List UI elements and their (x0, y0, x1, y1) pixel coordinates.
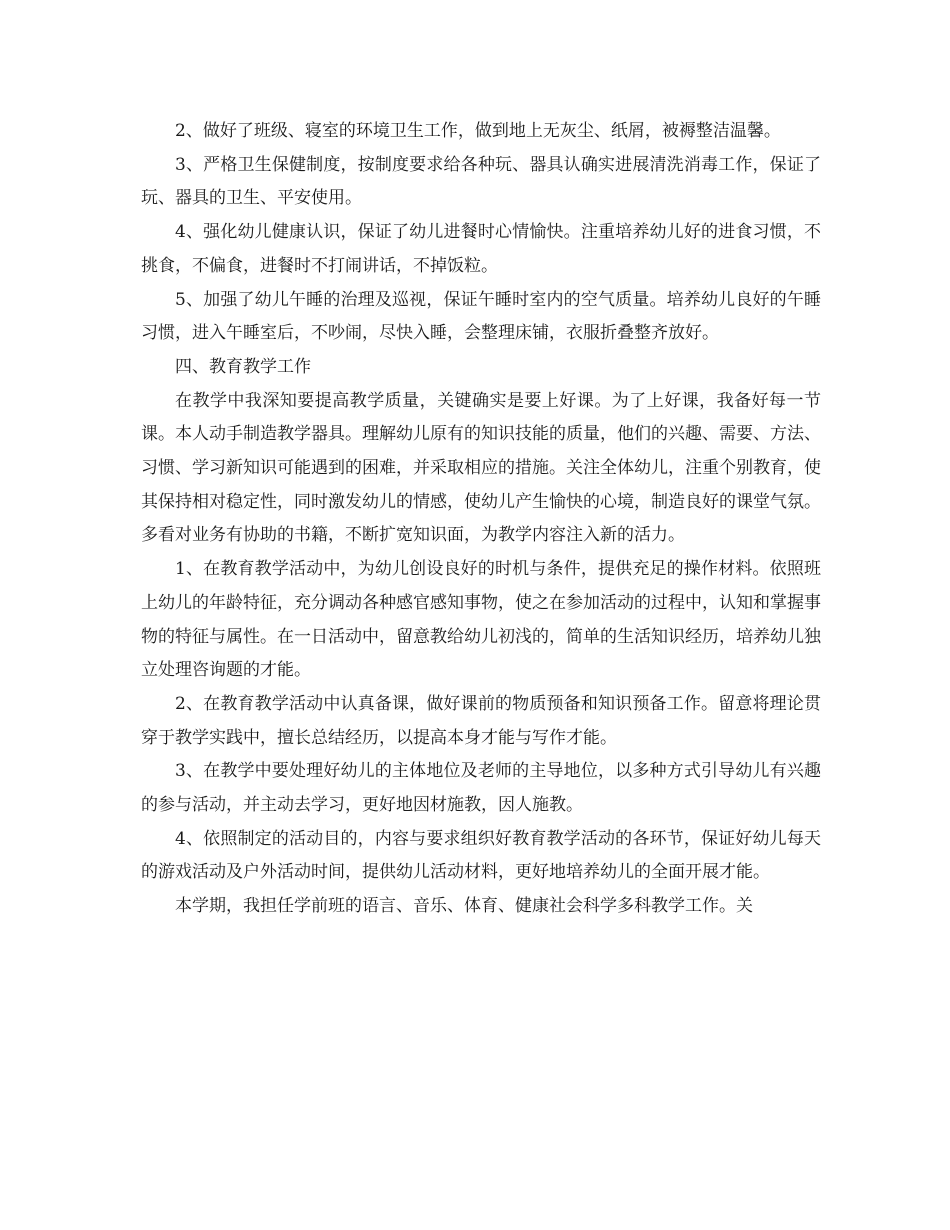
paragraph-teaching-item-2: 2、在教育教学活动中认真备课，做好课前的物质预备和知识预备工作。留意将理论贯穿于教学实践中，擅长总结经历，以提高本身才能与写作才能。 (141, 693, 821, 748)
paragraph-teaching-item-4: 4、依照制定的活动目的，内容与要求组织好教育教学活动的各环节，保证好幼儿每天的游戏活动及户外活动时间，提供幼儿活动材料，更好地培养幼儿的全面开展才能。 (141, 828, 821, 883)
document-body (141, 115, 821, 924)
section-heading-teaching: 四、教育教学工作 (175, 356, 311, 377)
paragraph-teaching-quality: 在教学中我深知要提高教学质量，关键确实是要上好课。为了上好课，我备好每一节课。本人动手制造教学器具。理解幼儿原有的知识技能的质量，他们的兴趣、需要、方法、习惯、学习新知识可能遇到的困难，并采取相应的措施。关注全体幼儿，注重个别教育，使其保持相对稳定性，同时激发幼儿的情感，使幼儿产生愉快的心境，制造良好的课堂气氛。多看对业务有协助的书籍，不断扩宽知识面，为教学内容注入新的活力。 (141, 390, 821, 546)
paragraph-nap-management: 5、加强了幼儿午睡的治理及巡视，保证午睡时室内的空气质量。培养幼儿良好的午睡习惯，进入午睡室后，不吵闹，尽快入睡，会整理床铺，衣服折叠整齐放好。 (141, 289, 821, 344)
paragraph-hygiene-system: 3、严格卫生保健制度，按制度要求给各种玩、器具认确实进展清洗消毒工作，保证了玩、器具的卫生、平安使用。 (141, 154, 821, 209)
paragraph-teaching-item-3: 3、在教学中要处理好幼儿的主体地位及老师的主导地位，以多种方式引导幼儿有兴趣的参与活动，并主动去学习，更好地因材施教，因人施教。 (141, 761, 821, 816)
paragraph-eating-habits: 4、强化幼儿健康认识，保证了幼儿进餐时心情愉快。注重培养幼儿好的进食习惯，不挑食，不偏食，进餐时不打闹讲话，不掉饭粒。 (141, 222, 821, 276)
paragraph-teaching-item-1: 1、在教育教学活动中，为幼儿创设良好的时机与条件，提供充足的操作材料。依照班上幼儿的年龄特征，充分调动各种感官感知事物，使之在参加活动的过程中，认知和掌握事物的特征与属性。在一日活动中，留意教给幼儿初浅的，简单的生活知识经历，培养幼儿独立处理咨询题的才能。 (141, 559, 821, 681)
paragraph-semester-duties: 本学期，我担任学前班的语言、音乐、体育、健康社会科学多科教学工作。关 (175, 896, 753, 917)
paragraph-hygiene-environment: 2、做好了班级、寝室的环境卫生工作，做到地上无灰尘、纸屑，被褥整洁温馨。 (175, 121, 781, 141)
